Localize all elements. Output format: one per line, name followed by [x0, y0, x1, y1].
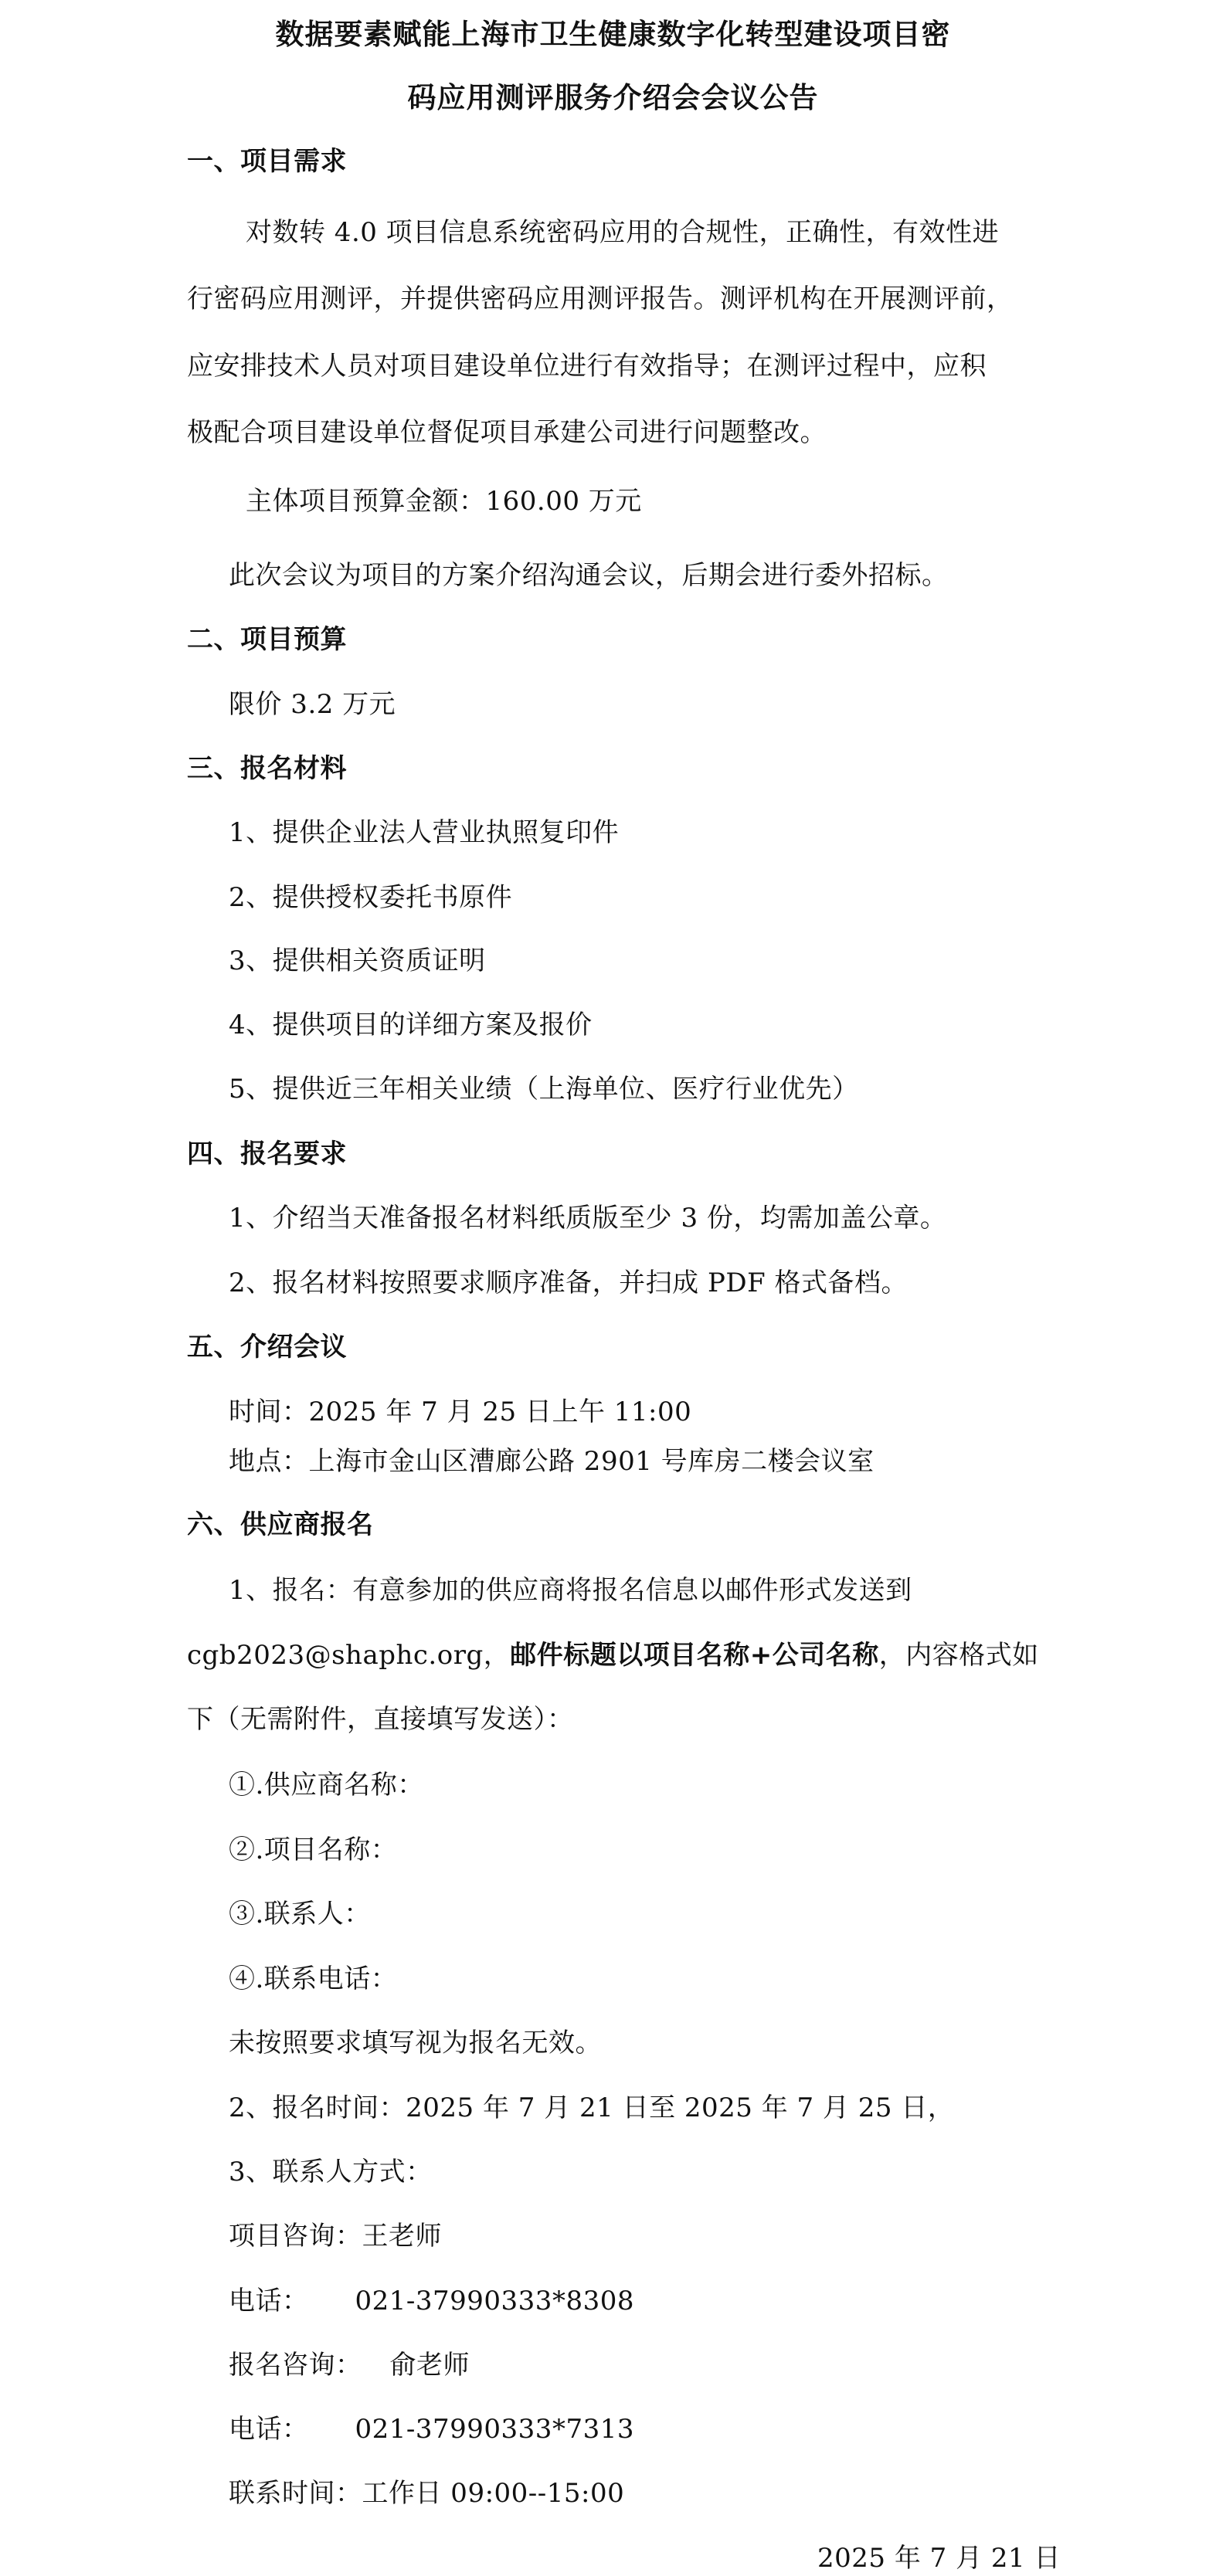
price-limit: 限价 3.2 万元: [229, 689, 396, 720]
email-subject-rule: 邮件标题以项目名称+公司名称: [510, 1640, 879, 1671]
project-consult-name: 王老师: [362, 2221, 442, 2252]
registration-consult-phone: [229, 2408, 634, 2445]
registration-consult-name: 俞老师: [389, 2350, 470, 2381]
form-field-label: ③.联系人：: [229, 1899, 371, 1929]
section-heading-requirements: 一、项目需求: [187, 146, 347, 177]
registration-time: 2、报名时间：2025 年 7 月 21 日至 2025 年 7 月 25 日，: [229, 2092, 955, 2123]
phone-number: 021-37990333*7313: [355, 2414, 634, 2445]
registration-instruction-tail: 下（无需附件，直接填写发送）：: [187, 1704, 574, 1735]
title-line-2: 码应用测评服务介绍会会议公告: [407, 81, 819, 114]
project-consult: [229, 2215, 442, 2252]
registration-instruction: 1、报名：有意参加的供应商将报名信息以邮件形式发送到: [229, 1575, 912, 1606]
section-heading-budget: 二、项目预算: [187, 624, 347, 655]
list-item: 3、提供相关资质证明: [229, 945, 486, 976]
section-heading-registration-requirements: 四、报名要求: [187, 1139, 347, 1169]
phone-label: 电话：: [229, 2286, 309, 2316]
list-item: 2、提供授权委托书原件: [229, 882, 513, 913]
phone-label: 电话：: [229, 2414, 309, 2445]
section-heading-supplier-registration: 六、供应商报名: [187, 1509, 374, 1540]
registration-consult-label: 报名咨询：: [229, 2350, 362, 2381]
list-item: 1、提供企业法人营业执照复印件: [229, 817, 620, 848]
registration-format-text: ，内容格式如: [878, 1640, 1039, 1671]
paragraph-line: 对数转 4.0 项目信息系统密码应用的合规性，正确性，有效性进: [246, 217, 1000, 248]
paragraph-line: 应安排技术人员对项目建设单位进行有效指导；在测评过程中，应积: [187, 351, 987, 382]
form-field-label: ②.项目名称：: [229, 1834, 398, 1865]
registration-consult: [229, 2344, 470, 2381]
meeting-note: 此次会议为项目的方案介绍沟通会议，后期会进行委外招标。: [229, 560, 949, 591]
meeting-place: 地点：上海市金山区漕廊公路 2901 号库房二楼会议室: [229, 1446, 875, 1477]
paragraph-line: 行密码应用测评，并提供密码应用测评报告。测评机构在开展测评前，: [187, 283, 1014, 314]
form-field-label: ④.联系电话：: [229, 1963, 398, 1994]
project-consult-label: 项目咨询：: [229, 2221, 362, 2252]
registration-email-line: [187, 1634, 1039, 1672]
registration-email: cgb2023@shaphc.org，: [187, 1640, 511, 1671]
title-line-1: 数据要素赋能上海市卫生健康数字化转型建设项目密: [275, 18, 951, 51]
contact-heading: 3、联系人方式：: [229, 2157, 433, 2187]
paragraph-line: 极配合项目建设单位督促项目承建公司进行问题整改。: [187, 417, 827, 448]
meeting-time: 时间：2025 年 7 月 25 日上午 11:00: [229, 1397, 692, 1427]
budget-amount: 主体项目预算金额：160.00 万元: [246, 486, 642, 517]
contact-hours: 联系时间：工作日 09:00--15:00: [229, 2478, 625, 2509]
list-item: 2、报名材料按照要求顺序准备，并扫成 PDF 格式备档。: [229, 1268, 908, 1298]
phone-number: 021-37990333*8308: [355, 2286, 634, 2316]
section-heading-materials: 三、报名材料: [187, 753, 347, 784]
list-item: 5、提供近三年相关业绩（上海单位、医疗行业优先）: [229, 1074, 859, 1105]
invalid-notice: 未按照要求填写视为报名无效。: [229, 2028, 602, 2058]
announcement-date: 2025 年 7 月 21 日: [817, 2543, 1061, 2574]
form-field-label: ①.供应商名称：: [229, 1770, 424, 1800]
section-heading-meeting: 五、介绍会议: [187, 1332, 347, 1363]
list-item: 4、提供项目的详细方案及报价: [229, 1010, 593, 1040]
list-item: 1、介绍当天准备报名材料纸质版至少 3 份，均需加盖公章。: [229, 1203, 947, 1234]
project-consult-phone: [229, 2279, 634, 2317]
